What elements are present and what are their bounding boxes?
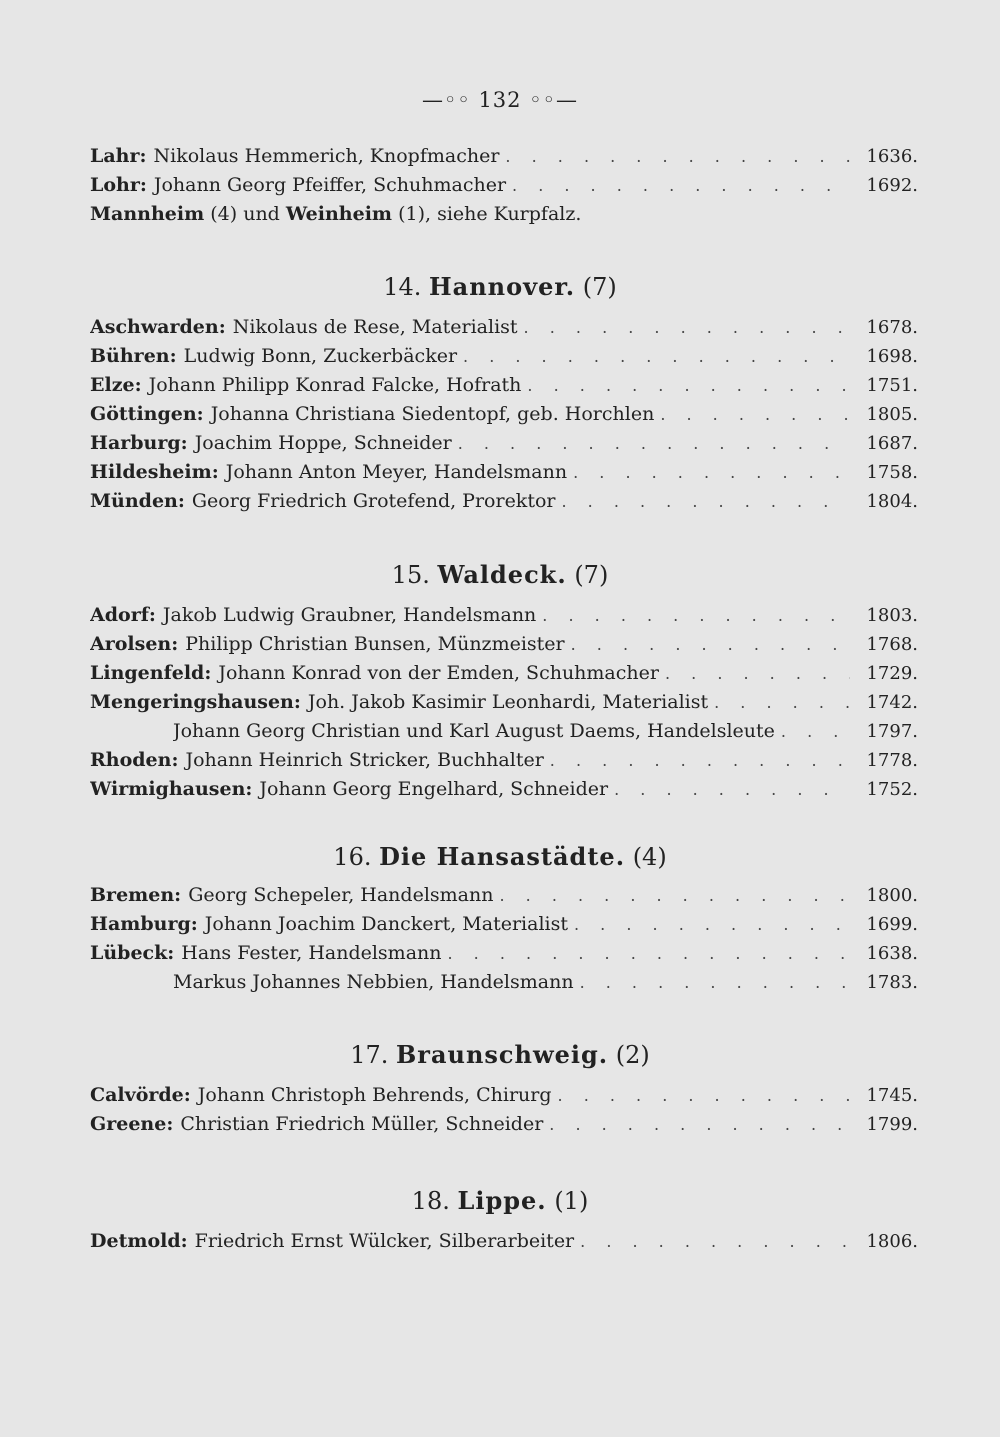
leader-dots <box>448 944 851 963</box>
entry-text: Hans Fester, Handelsmann <box>181 942 442 964</box>
section-heading: 15. Waldeck. (7) <box>391 560 609 589</box>
place-name: Hamburg <box>90 913 191 935</box>
leader-dots <box>550 751 850 770</box>
place-name: Weinheim <box>285 203 393 225</box>
entry-text: Johann Joachim Danckert, Materialist <box>204 913 568 935</box>
leader-dots <box>714 693 850 712</box>
entry-year: 1783. <box>866 972 918 993</box>
section-heading: 18. Lippe. (1) <box>411 1186 589 1215</box>
entry-year: 1742. <box>866 692 918 713</box>
entry-text: Johann Georg Christian und Karl August Daems, Handelsleute <box>173 720 775 742</box>
list-item: Adorf : Jakob Ludwig Graubner, Handelsmann . . . 1803. <box>90 604 918 631</box>
page-number: —◦◦ 132 ◦◦— <box>422 88 578 112</box>
entry-text: Markus Johannes Nebbien, Handelsmann <box>173 971 574 993</box>
leader-dots <box>580 973 850 992</box>
entry-text: Nikolaus Hemmerich, Knopfmacher <box>153 145 500 167</box>
entry-text: Friedrich Ernst Wülcker, Silberarbeiter <box>194 1230 575 1252</box>
cross-reference-note <box>90 203 918 230</box>
entry-year: 1745. <box>866 1085 918 1106</box>
entry-text: Johann Heinrich Stricker, Buchhalter <box>185 749 544 771</box>
entry-year: 1778. <box>866 750 918 771</box>
place-name: Göttingen <box>90 403 197 425</box>
leader-dots <box>505 147 850 166</box>
entry-year: 1698. <box>866 346 918 367</box>
list-item: Arolsen : Philipp Christian Bunsen, Münzmeister . . . 1768. <box>90 633 918 660</box>
leader-dots <box>781 722 850 741</box>
entry-year: 1805. <box>866 404 918 425</box>
leader-dots <box>561 492 850 511</box>
place-name: Mannheim <box>90 203 205 225</box>
list-item: Aschwarden : Nikolaus de Rese, Materialist . . . 1678. <box>90 316 918 343</box>
list-item: Bühren : Ludwig Bonn, Zuckerbäcker . . . 1698. <box>90 345 918 372</box>
entry-year: 1751. <box>866 375 918 396</box>
leader-dots <box>571 635 850 654</box>
place-name: Lübeck <box>90 942 168 964</box>
leader-dots <box>549 1115 850 1134</box>
place-name: Aschwarden <box>90 316 219 338</box>
entry-year: 1758. <box>866 462 918 483</box>
entry-text: Joachim Hoppe, Schneider <box>194 432 452 454</box>
list-item: Hildesheim : Johann Anton Meyer, Handelsmann . . . 1758. <box>90 461 918 488</box>
place-name: Münden <box>90 490 178 512</box>
list-item <box>173 971 918 998</box>
list-item: Lübeck : Hans Fester, Handelsmann . . . 1638. <box>90 942 918 969</box>
list-item: Harburg : Joachim Hoppe, Schneider . . . 1687. <box>90 432 918 459</box>
list-item: Rhoden : Johann Heinrich Stricker, Buchhalter . . . 1778. <box>90 749 918 776</box>
entry-text: Nikolaus de Rese, Materialist <box>232 316 518 338</box>
leader-dots <box>524 318 850 337</box>
place-name: Lingenfeld <box>90 662 205 684</box>
list-item: Wirmighausen : Johann Georg Engelhard, Schneider . . . 1752. <box>90 778 918 805</box>
place-name: Mengeringshausen <box>90 691 294 713</box>
list-item: Lahr : Nikolaus Hemmerich, Knopfmacher . . . 1636. <box>90 145 918 172</box>
leader-dots <box>573 463 850 482</box>
entry-year: 1638. <box>866 943 918 964</box>
place-name: Harburg <box>90 432 181 454</box>
leader-dots <box>665 664 850 683</box>
entry-year: 1803. <box>866 605 918 626</box>
leader-dots <box>580 1232 850 1251</box>
section-heading: 16. Die Hansastädte. (4) <box>333 842 667 871</box>
list-item: Göttingen : Johanna Christiana Siedentopf, geb. Horchlen . . . 1805. <box>90 403 918 430</box>
place-name: Bremen <box>90 884 175 906</box>
list-item <box>173 720 918 747</box>
entry-text: Johann Philipp Konrad Falcke, Hofrath <box>148 374 522 396</box>
place-name: Bühren <box>90 345 170 367</box>
list-item: Elze : Johann Philipp Konrad Falcke, Hofrath . . . 1751. <box>90 374 918 401</box>
entry-text: Johann Anton Meyer, Handelsmann <box>225 461 568 483</box>
list-item: Münden : Georg Friedrich Grotefend, Prorektor . . . 1804. <box>90 490 918 517</box>
leader-dots <box>660 405 850 424</box>
entry-year: 1804. <box>866 491 918 512</box>
entry-text: Johanna Christiana Siedentopf, geb. Horchlen <box>210 403 655 425</box>
entry-year: 1636. <box>866 146 918 167</box>
entry-text: Georg Friedrich Grotefend, Prorektor <box>191 490 556 512</box>
list-item: Bremen : Georg Schepeler, Handelsmann . . . 1800. <box>90 884 918 911</box>
leader-dots <box>558 1086 850 1105</box>
note-text: (1), siehe Kurpfalz. <box>398 203 582 225</box>
entry-year: 1800. <box>866 885 918 906</box>
place-name: Greene <box>90 1113 167 1135</box>
entry-year: 1797. <box>866 721 918 742</box>
place-name: Lohr <box>90 174 140 196</box>
leader-dots <box>512 176 850 195</box>
entry-year: 1806. <box>866 1231 918 1252</box>
list-item: Greene : Christian Friedrich Müller, Schneider . . . 1799. <box>90 1113 918 1140</box>
list-item: Hamburg : Johann Joachim Danckert, Materialist . . . 1699. <box>90 913 918 940</box>
leader-dots <box>527 376 850 395</box>
entry-year: 1768. <box>866 634 918 655</box>
list-item: Detmold : Friedrich Ernst Wülcker, Silberarbeiter . . . 1806. <box>90 1230 918 1257</box>
section-heading: 17. Braunschweig. (2) <box>350 1040 650 1069</box>
place-name: Adorf <box>90 604 149 626</box>
entry-text: Johann Konrad von der Emden, Schuhmacher <box>218 662 659 684</box>
place-name: Lahr <box>90 145 140 167</box>
leader-dots <box>614 780 850 799</box>
list-item: Mengeringshausen : Joh. Jakob Kasimir Leonhardi, Materialist . . . 1742. <box>90 691 918 718</box>
list-item: Lingenfeld : Johann Konrad von der Emden, Schuhmacher . . . 1729. <box>90 662 918 689</box>
entry-text: Christian Friedrich Müller, Schneider <box>180 1113 544 1135</box>
entry-text: Ludwig Bonn, Zuckerbäcker <box>183 345 458 367</box>
note-text: (4) und <box>210 203 280 225</box>
list-item: Lohr : Johann Georg Pfeiffer, Schuhmacher . . . 1692. <box>90 174 918 201</box>
leader-dots <box>574 915 850 934</box>
entry-text: Jakob Ludwig Graubner, Handelsmann <box>162 604 537 626</box>
entry-text: Philipp Christian Bunsen, Münzmeister <box>185 633 565 655</box>
entry-text: Johann Georg Pfeiffer, Schuhmacher <box>153 174 507 196</box>
entry-year: 1799. <box>866 1114 918 1135</box>
place-name: Wirmighausen <box>90 778 246 800</box>
place-name: Detmold <box>90 1230 181 1252</box>
place-name: Elze <box>90 374 135 396</box>
entry-year: 1678. <box>866 317 918 338</box>
entry-year: 1752. <box>866 779 918 800</box>
place-name: Rhoden <box>90 749 172 771</box>
place-name: Calvörde <box>90 1084 184 1106</box>
entry-year: 1729. <box>866 663 918 684</box>
place-name: Arolsen <box>90 633 172 655</box>
entry-text: Johann Georg Engelhard, Schneider <box>259 778 609 800</box>
entry-text: Johann Christoph Behrends, Chirurg <box>197 1084 552 1106</box>
leader-dots <box>542 606 850 625</box>
entry-text: Georg Schepeler, Handelsmann <box>188 884 494 906</box>
list-item: Calvörde : Johann Christoph Behrends, Chirurg . . . 1745. <box>90 1084 918 1111</box>
section-heading: 14. Hannover. (7) <box>383 272 617 301</box>
leader-dots <box>499 886 850 905</box>
entry-text: Joh. Jakob Kasimir Leonhardi, Materialist <box>307 691 709 713</box>
entry-year: 1692. <box>866 175 918 196</box>
entry-year: 1699. <box>866 914 918 935</box>
leader-dots <box>458 434 850 453</box>
place-name: Hildesheim <box>90 461 212 483</box>
leader-dots <box>463 347 850 366</box>
entry-year: 1687. <box>866 433 918 454</box>
